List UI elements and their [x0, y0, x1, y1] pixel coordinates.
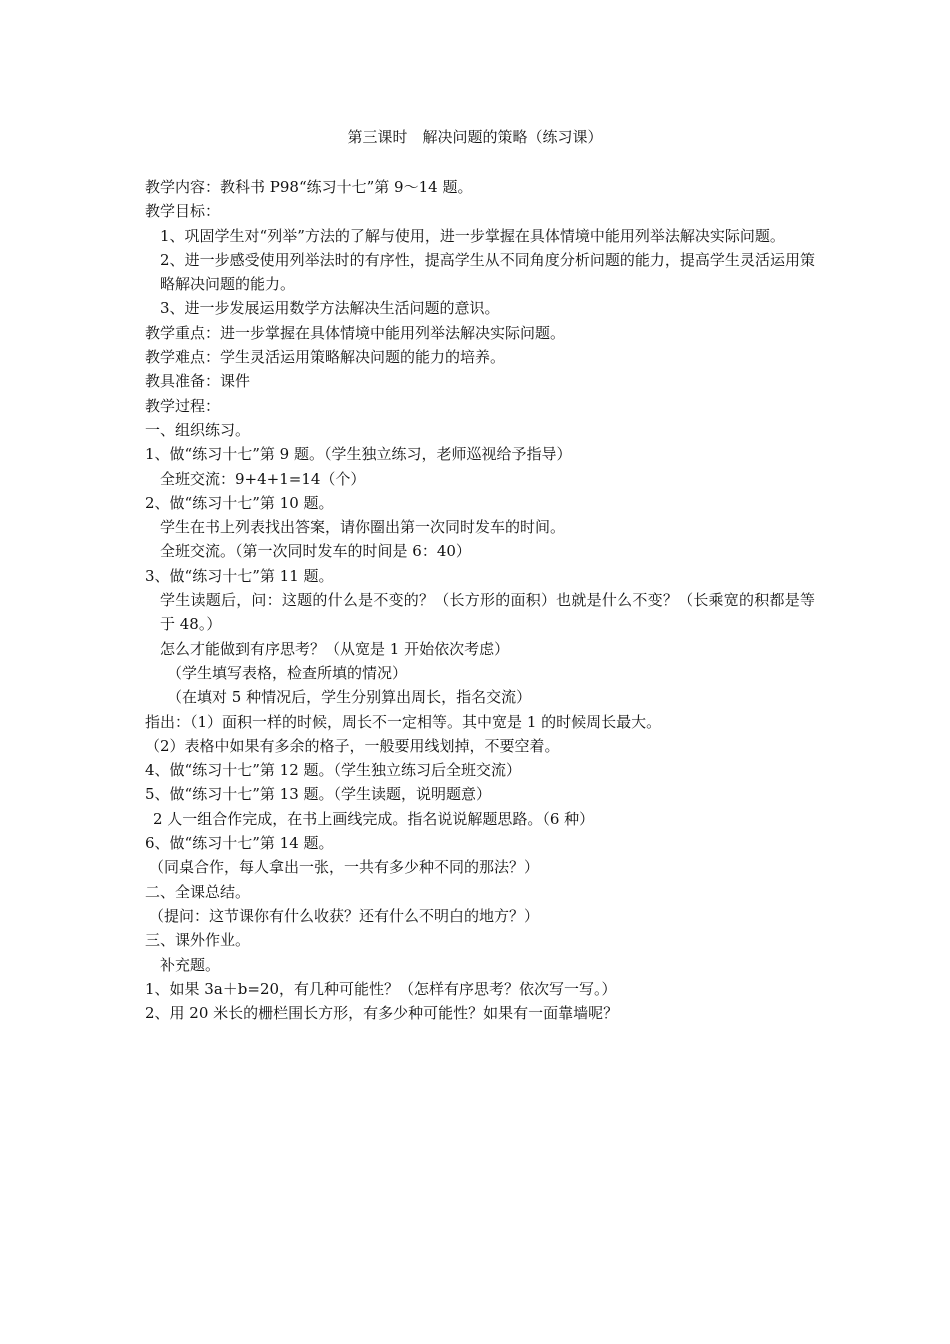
point-out-1: 指出：（1）面积一样的时候，周长不一定相等。其中宽是 1 的时候周长最大。 [145, 712, 662, 731]
exercise-10-discussion: 全班交流。（第一次同时发车的时间是 6：40） [160, 542, 471, 561]
lesson-title: 第三课时 解决问题的策略（练习课） [347, 128, 603, 146]
exercise-11-ordered-thinking: 怎么才能做到有序思考？（从宽是 1 开始依次考虑） [160, 639, 510, 658]
section-1-heading: 一、组织练习。 [145, 420, 251, 439]
exercise-12: 4、做“练习十七”第 12 题。（学生独立练习后全班交流） [145, 761, 522, 780]
exercise-13: 5、做“练习十七”第 13 题。（学生读题，说明题意） [145, 785, 492, 804]
exercise-9: 1、做“练习十七”第 9 题。（学生独立练习，老师巡视给予指导） [145, 445, 572, 464]
exercise-14-partner-work: （同桌合作，每人拿出一张，一共有多少种不同的那法？） [149, 858, 540, 877]
supplementary-heading: 补充题。 [160, 955, 221, 974]
exercise-13-group-work: 2 人一组合作完成，在书上画线完成。指名说说解题思路。（6 种） [153, 809, 595, 828]
teaching-aids: 教具准备：课件 [145, 372, 251, 391]
point-out-2: （2）表格中如果有多余的格子，一般要用线划掉，不要空着。 [145, 736, 560, 755]
goal-3: 3、进一步发展运用数学方法解决生活问题的意识。 [160, 299, 500, 318]
exercise-11-fill-table: （学生填写表格，检查所填的情况） [167, 663, 408, 682]
exercise-14: 6、做“练习十七”第 14 题。 [145, 834, 334, 853]
section-2-heading: 二、全课总结。 [145, 882, 251, 901]
teaching-goals-heading: 教学目标： [145, 202, 221, 221]
goal-1: 1、巩固学生对“列举”方法的了解与使用，进一步掌握在具体情境中能用列举法解决实际问题。 [160, 226, 785, 245]
exercise-11-perimeter: （在填对 5 种情况后，学生分别算出周长，指名交流） [167, 688, 532, 707]
teaching-difficulty: 教学难点：学生灵活运用策略解决问题的能力的培养。 [145, 348, 506, 367]
section-3-heading: 三、课外作业。 [145, 931, 251, 950]
supplementary-question-2: 2、用 20 米长的栅栏围长方形，有多少种可能性？如果有一面靠墙呢？ [145, 1004, 619, 1023]
exercise-10-task: 学生在书上列表找出答案，请你圈出第一次同时发车的时间。 [160, 518, 566, 537]
exercise-9-discussion: 全班交流：9+4+1=14（个） [160, 469, 366, 488]
teaching-process-heading: 教学过程： [145, 396, 221, 415]
supplementary-question-1: 1、如果 3a＋b=20，有几种可能性？（怎样有序思考？依次写一写。） [145, 979, 617, 998]
teaching-content: 教学内容：教科书 P98“练习十七”第 9～14 题。 [145, 178, 473, 196]
lesson-body [145, 175, 815, 1025]
exercise-11: 3、做“练习十七”第 11 题。 [145, 566, 334, 585]
summary-question: （提问：这节课你有什么收获？还有什么不明白的地方？） [149, 906, 540, 925]
goal-2: 2、进一步感受使用列举法时的有序性，提高学生从不同角度分析问题的能力，提高学生灵活运用策略解决问题的能力。 [160, 250, 815, 294]
exercise-10: 2、做“练习十七”第 10 题。 [145, 493, 334, 512]
exercise-11-question: 学生读题后，问：这题的什么是不变的？（长方形的面积）也就是什么不变？（长乘宽的积都是等于 48。） [160, 591, 815, 634]
teaching-focus: 教学重点：进一步掌握在具体情境中能用列举法解决实际问题。 [145, 323, 566, 342]
